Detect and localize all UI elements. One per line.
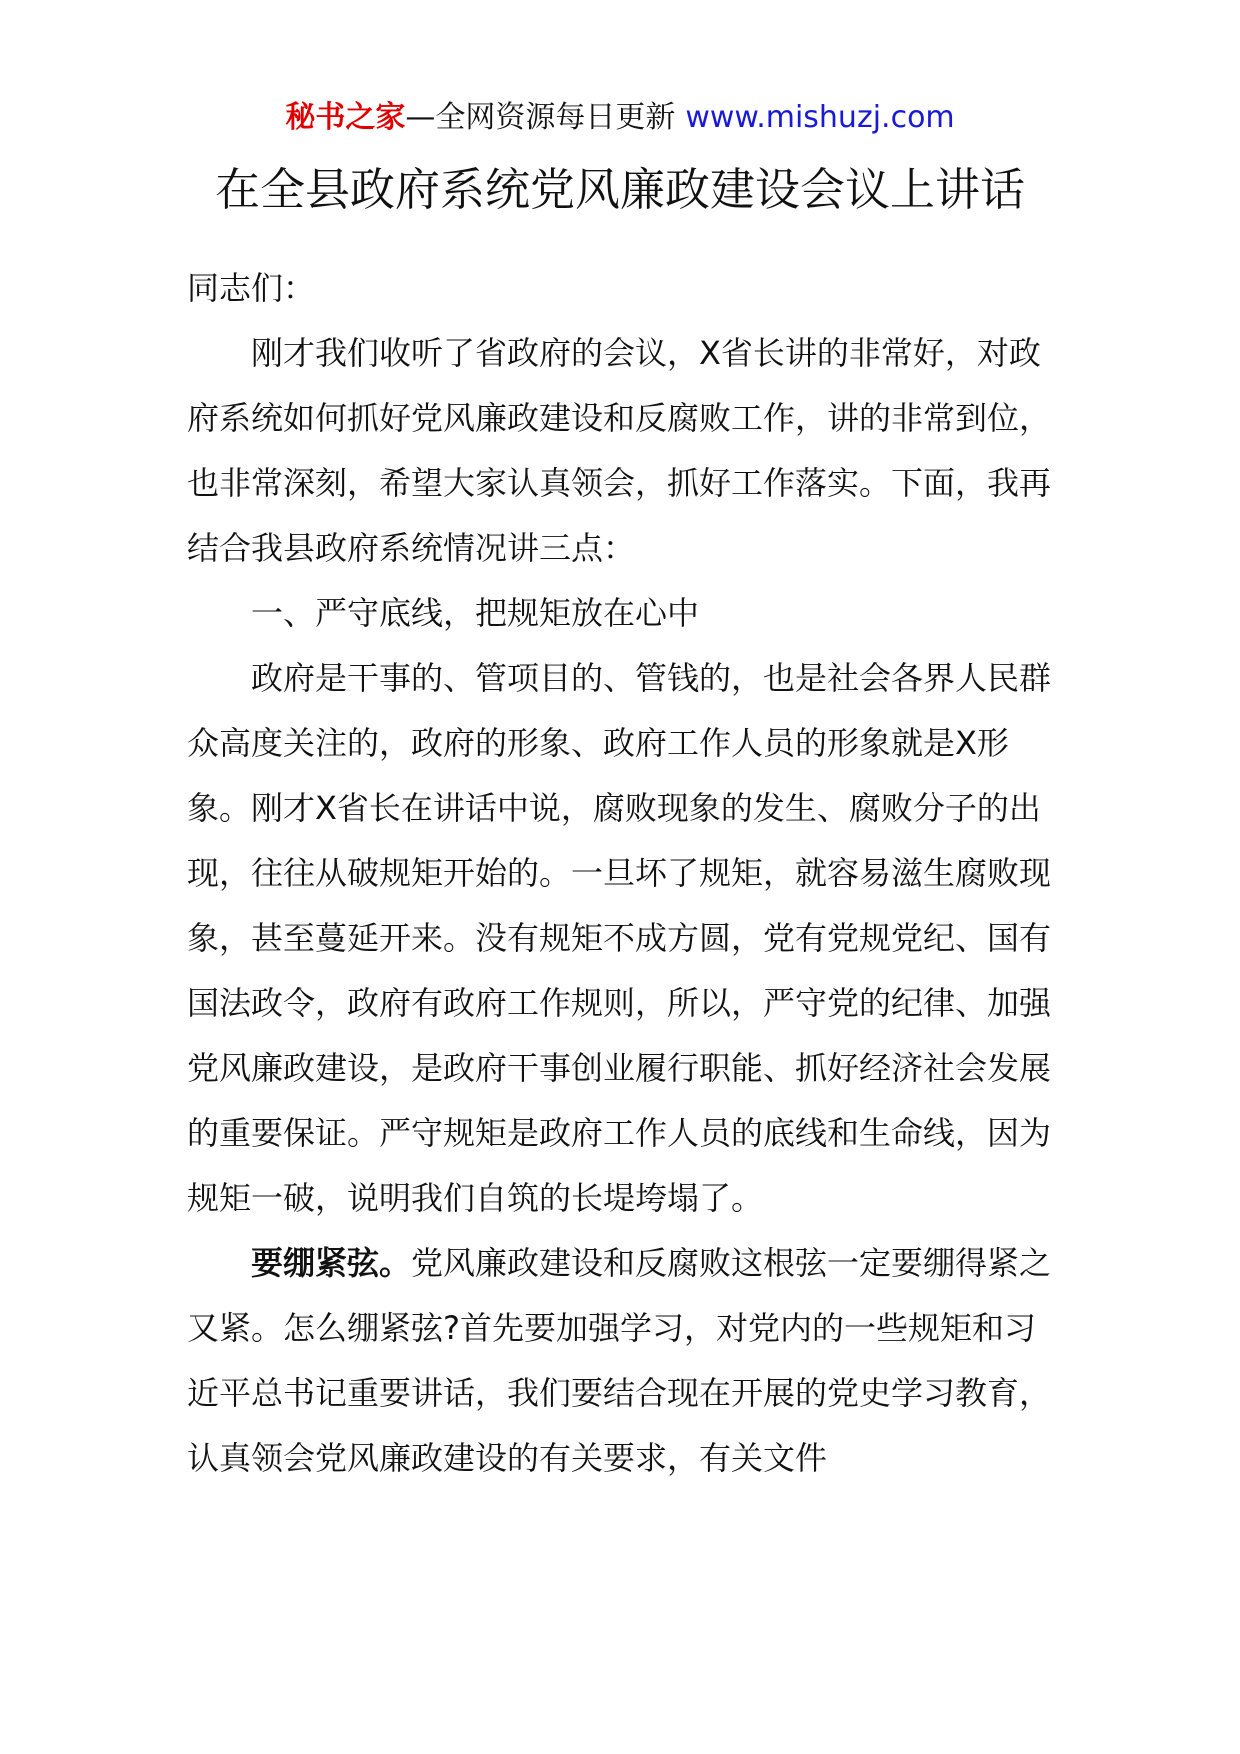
body-paragraph: [187, 1231, 1057, 1491]
body-paragraph: 刚才我们收听了省政府的会议，X省长讲的非常好，对政府系统如何抓好党风廉政建设和反腐败工作，讲的非常到位，也非常深刻，希望大家认真领会，抓好工作落实。下面，我再结合我县政府系统情况讲三点：: [187, 334, 1052, 567]
paragraph-text: 党风廉政建设和反腐败这根弦一定要绷得紧之又紧。怎么绷紧弦?首先要加强学习，对党内的一些规矩和习近平总书记重要讲话，我们要结合现在开展的党史学习教育，认真领会党风廉政建设的有关要求，有关文件: [187, 1244, 1052, 1477]
section-heading: 一、严守底线，把规矩放在心中: [251, 594, 700, 632]
site-url-link[interactable]: www.mishuzj.com: [685, 100, 955, 135]
document-body: [187, 256, 1057, 1491]
body-paragraph: 政府是干事的、管项目的、管钱的，也是社会各界人民群众高度关注的，政府的形象、政府工作人员的形象就是X形象。刚才X省长在讲话中说，腐败现象的发生、腐败分子的出现，往往从破规矩开始的。一旦坏了规矩，就容易滋生腐败现象，甚至蔓延开来。没有规矩不成方圆，党有党规党纪、国有国法政令，政府有政府工作规则，所以，严守党的纪律、加强党风廉政建设，是政府干事创业履行职能、抓好经济社会发展的重要保证。严守规矩是政府工作人员的底线和生命线，因为规矩一破，说明我们自筑的长堤垮塌了。: [187, 659, 1052, 1217]
site-slogan: —全网资源每日更新: [405, 100, 676, 135]
brand-name: 秘书之家: [285, 100, 406, 135]
site-header: [0, 98, 1240, 138]
salutation: 同志们：: [187, 269, 316, 307]
bold-lead: 要绷紧弦。: [251, 1244, 412, 1282]
document-title: 在全县政府系统党风廉政建设会议上讲话: [214, 163, 1025, 216]
